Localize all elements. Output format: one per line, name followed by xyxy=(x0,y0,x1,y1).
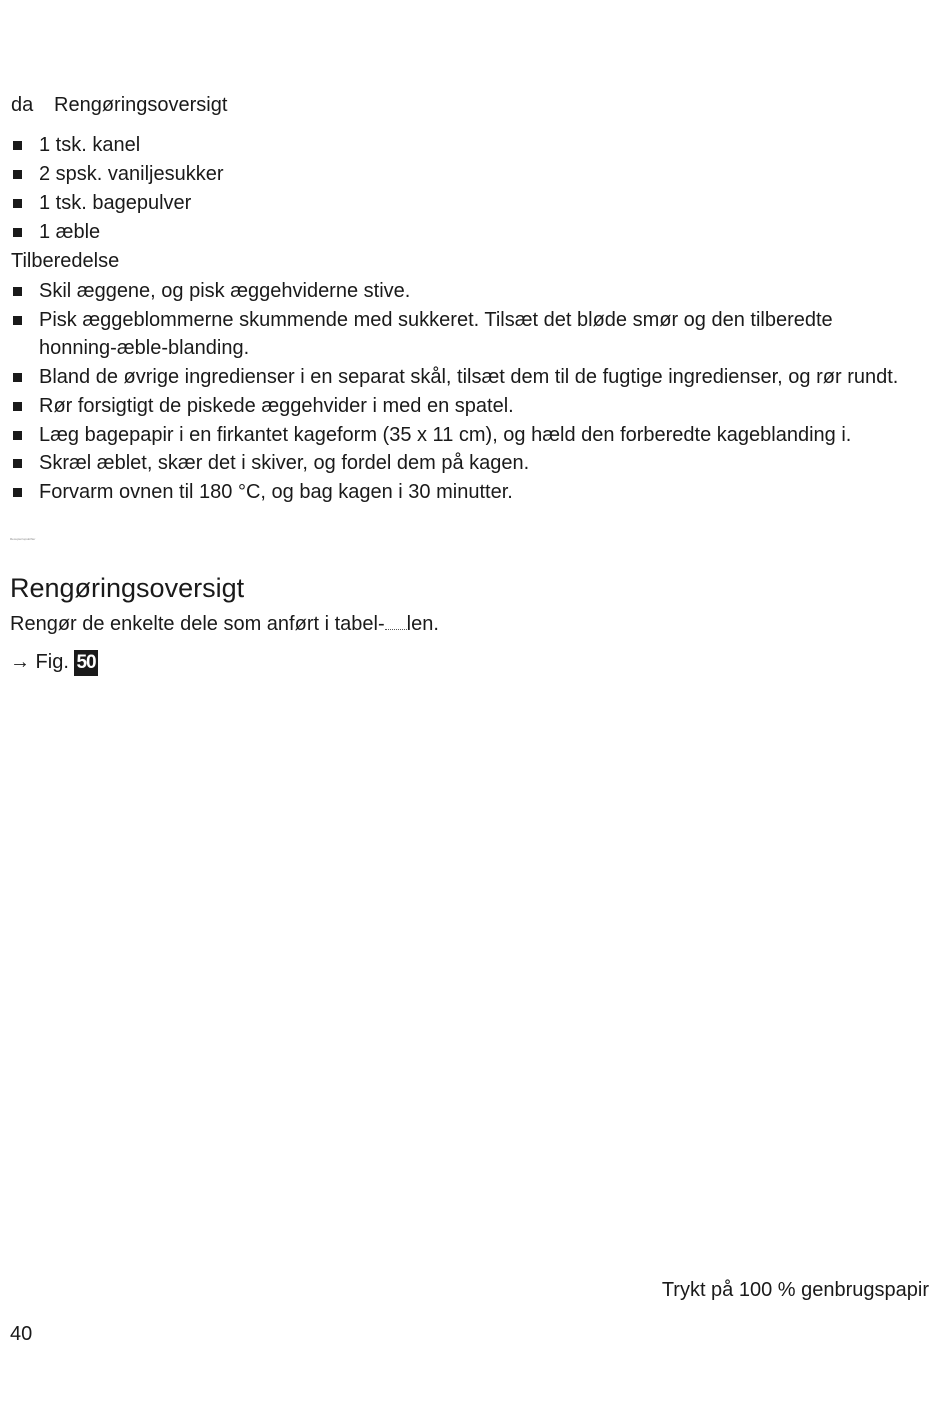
step-text: Skræl æblet, skær det i skiver, og fordel dem på kagen. xyxy=(39,452,530,475)
square-bullet-icon xyxy=(13,287,22,296)
tiny-marker-text: Recepter/opskrifter xyxy=(10,537,36,541)
ingredient-text: 1 æble xyxy=(39,221,101,243)
square-bullet-icon xyxy=(13,431,22,440)
list-item xyxy=(11,160,911,189)
square-bullet-icon xyxy=(13,373,22,382)
list-item xyxy=(11,306,911,363)
square-bullet-icon xyxy=(13,141,22,150)
square-bullet-icon xyxy=(13,488,22,497)
hyphen-placeholder xyxy=(385,619,407,630)
list-item xyxy=(11,421,911,450)
figure-number-badge: 50 xyxy=(74,650,97,676)
list-item xyxy=(11,449,911,478)
figure-reference-label: → Fig. xyxy=(10,651,69,673)
section-paragraph xyxy=(10,610,439,639)
recycled-paper-note: Trykt på 100 % genbrugspapir xyxy=(661,1279,929,1301)
square-bullet-icon xyxy=(13,228,22,237)
figure-reference xyxy=(10,648,98,676)
section-title: Rengøringsoversigt xyxy=(10,573,245,603)
header-section-title: Rengøringsoversigt xyxy=(54,94,228,116)
step-text: Forvarm ovnen til 180 °C, og bag kagen i 30 minutter. xyxy=(39,480,513,503)
ingredient-list xyxy=(11,131,911,247)
preparation-heading: Tilberedelse xyxy=(11,250,120,272)
step-text: Skil æggene, og pisk æggehviderne stive. xyxy=(39,280,411,302)
paragraph-text-start: Rengør de enkelte dele som anført i tabel- xyxy=(10,613,385,635)
ingredient-text: 2 spsk. vaniljesukker xyxy=(39,163,224,185)
running-header xyxy=(11,92,227,118)
list-item xyxy=(11,478,911,507)
page-number: 40 xyxy=(10,1323,33,1345)
step-text: Rør forsigtigt de piskede æggehvider i med en spatel. xyxy=(39,394,514,417)
square-bullet-icon xyxy=(13,316,22,325)
paragraph-text-end: len. xyxy=(406,613,439,635)
square-bullet-icon xyxy=(13,170,22,179)
square-bullet-icon xyxy=(13,199,22,208)
list-item xyxy=(11,218,911,247)
square-bullet-icon xyxy=(13,459,22,468)
step-text: Bland de øvrige ingredienser i en separat skål, tilsæt dem til de fugtige ingredienser, og rør rundt. xyxy=(39,366,899,389)
list-item xyxy=(11,131,911,160)
preparation-steps xyxy=(11,277,911,507)
square-bullet-icon xyxy=(13,402,22,411)
list-item xyxy=(11,363,911,392)
step-text: Pisk æggeblommerne skummende med sukkeret. Tilsæt det bløde smør og den tilberedte honning-æble-blanding. xyxy=(39,308,833,360)
ingredient-text: 1 tsk. kanel xyxy=(39,134,141,156)
list-item xyxy=(11,189,911,218)
ingredient-text: 1 tsk. bagepulver xyxy=(39,192,192,214)
list-item xyxy=(11,277,911,306)
language-code: da xyxy=(11,94,34,116)
list-item xyxy=(11,392,911,421)
step-text: Læg bagepapir i en firkantet kageform (35 x 11 cm), og hæld den forberedte kageblanding i. xyxy=(39,423,852,446)
